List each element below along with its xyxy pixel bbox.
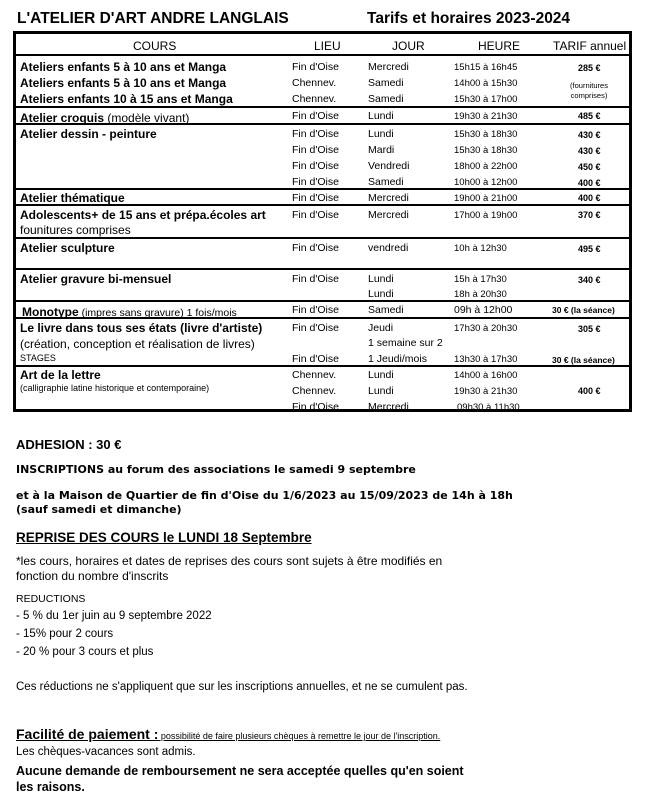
cours-label: Monotype (impres sans gravure) 1 fois/mois — [22, 304, 237, 319]
heure-value: 09h30 à 11h30 — [457, 401, 520, 413]
page-title: L'ATELIER D'ART ANDRE LANGLAIS — [17, 10, 289, 27]
reduction-item: - 20 % pour 3 cours et plus — [16, 646, 154, 658]
tarif-value: 340 € — [578, 274, 601, 285]
tarif-value: 370 € — [578, 209, 601, 220]
cours-sub: (création, conception et réalisation de livres) — [20, 336, 255, 351]
tarif-value: 285 € — [578, 62, 601, 73]
lieu-value: Chennev. — [292, 76, 337, 89]
heure-value: 15h30 à 18h30 — [454, 128, 518, 140]
inscriptions-text: INSCRIPTIONS au forum des associations le samedi 9 septembre — [16, 463, 416, 476]
schedule-table — [13, 31, 632, 412]
heure-value: 09h à 12h00 — [454, 303, 513, 316]
reduction-note: Ces réductions ne s'appliquent que sur les inscriptions annuelles, et ne se cumulent pas. — [16, 681, 468, 693]
jour-value: Samedi — [368, 76, 404, 89]
lieu-value: Fin d'Oise — [292, 241, 339, 254]
jour-value: Mercredi — [368, 191, 409, 204]
lieu-value: Chennev. — [292, 92, 337, 105]
jour-value: Lundi — [368, 287, 394, 300]
jour-value: Samedi — [368, 92, 404, 105]
lieu-value: Fin d'Oise — [292, 159, 339, 172]
jour-value: Lundi — [368, 384, 394, 397]
jour-value: Mercredi — [368, 208, 409, 221]
jour-value: 1 Jeudi/mois — [368, 352, 427, 365]
section-croquis — [16, 108, 629, 125]
page-subtitle: Tarifs et horaires 2023-2024 — [367, 10, 571, 27]
jour-value: Samedi — [368, 175, 404, 188]
cours-sub: STAGES — [20, 352, 56, 363]
tarif-value: 430 € — [578, 145, 601, 156]
section-ados — [16, 206, 629, 239]
inscriptions-text: (sauf samedi et dimanche) — [16, 503, 182, 516]
heure-value: 15h30 à 17h00 — [454, 93, 518, 105]
reduction-item: - 5 % du 1er juin au 9 septembre 2022 — [16, 610, 212, 622]
jour-value: Jeudi — [368, 321, 394, 334]
section-sculpture — [16, 239, 629, 270]
jour-value: Mardi — [368, 143, 395, 156]
tarif-note: (fournitures — [570, 80, 608, 90]
note-text: fonction du nombre d'inscrits — [16, 569, 169, 583]
section-lettre — [16, 367, 629, 412]
heure-value: 14h00 à 16h00 — [454, 369, 518, 381]
tarif-value: 30 € (la séance) — [552, 354, 615, 365]
jour-value: Mercredi — [368, 60, 409, 73]
cours-label: Adolescents+ de 15 ans et prépa.écoles art — [20, 207, 266, 222]
lieu-value: Fin d'Oise — [292, 321, 339, 334]
cours-sub: founitures comprises — [20, 222, 131, 237]
lieu-value: Fin d'Oise — [292, 175, 339, 188]
heure-value: 15h15 à 16h45 — [454, 61, 518, 73]
cours-label: Art de la lettre — [20, 367, 101, 382]
cours-label: Atelier sculpture — [20, 240, 115, 255]
lieu-value: Fin d'Oise — [292, 109, 339, 122]
cours-label: Le livre dans tous ses états (livre d'artiste) — [20, 320, 263, 335]
section-enfants — [16, 57, 629, 108]
heure-value: 18h00 à 22h00 — [454, 160, 518, 172]
section-dessin — [16, 125, 629, 190]
lieu-value: Fin d'Oise — [292, 272, 339, 285]
lieu-value: Fin d'Oise — [292, 352, 339, 365]
heure-value: 13h30 à 17h30 — [454, 353, 518, 365]
tarif-value: 400 € — [578, 385, 601, 396]
cours-label: Atelier gravure bi-mensuel — [20, 271, 172, 286]
header-tarif: TARIF annuel — [553, 39, 627, 53]
tarif-note: comprises) — [570, 90, 608, 100]
refund-text: les raisons. — [16, 780, 85, 794]
lieu-value: Chennev. — [292, 384, 337, 397]
jour-value: vendredi — [368, 241, 409, 254]
lieu-value: Fin d'Oise — [292, 143, 339, 156]
jour-value: Lundi — [368, 368, 394, 381]
header-heure: HEURE — [478, 39, 521, 53]
table-header — [16, 34, 629, 56]
inscriptions-text: et à la Maison de Quartier de fin d'Oise du 1/6/2023 au 15/09/2023 de 14h à 18h — [16, 489, 513, 502]
heure-value: 15h à 17h30 — [454, 273, 507, 285]
tarif-value: 495 € — [578, 243, 601, 254]
header-lieu: LIEU — [314, 39, 341, 53]
cheques-text: Les chèques-vacances sont admis. — [16, 746, 196, 758]
lieu-value: Fin d'Oise — [292, 208, 339, 221]
heure-value: 18h à 20h30 — [454, 288, 507, 300]
jour-value: Mercredi — [368, 400, 409, 413]
cours-label: Ateliers enfants 5 à 10 ans et Manga — [20, 59, 227, 74]
heure-value: 10h00 à 12h00 — [454, 176, 518, 188]
reprise-text: REPRISE DES COURS le LUNDI 18 Septembre — [16, 530, 312, 545]
note-text: *les cours, horaires et dates de reprises des cours sont sujets à être modifiés en — [16, 554, 443, 568]
jour-value: Vendredi — [368, 159, 410, 172]
section-monotype — [16, 302, 629, 319]
payment-title: Facilité de paiement : possibilité de faire plusieurs chèques à remettre le jour de l'inscription. — [16, 726, 441, 742]
lieu-value: Fin d'Oise — [292, 191, 339, 204]
section-thematique — [16, 190, 629, 206]
section-gravure — [16, 270, 629, 302]
heure-value: 14h00 à 15h30 — [454, 77, 518, 89]
reductions-title: REDUCTIONS — [16, 593, 86, 605]
jour-value: Lundi — [368, 109, 394, 122]
cours-sub: (calligraphie latine historique et contemporaine) — [20, 382, 210, 393]
jour-value: Lundi — [368, 127, 394, 140]
heure-value: 19h30 à 21h30 — [454, 385, 518, 397]
cours-label: Atelier croquis (modèle vivant) — [20, 110, 190, 125]
cours-label: Ateliers enfants 10 à 15 ans et Manga — [20, 91, 233, 106]
lieu-value: Chennev. — [292, 368, 337, 381]
tarif-value: 450 € — [578, 161, 601, 172]
heure-value: 15h30 à 18h30 — [454, 144, 518, 156]
heure-value: 19h00 à 21h00 — [454, 192, 518, 204]
cours-label: Ateliers enfants 5 à 10 ans et Manga — [20, 75, 227, 90]
lieu-value: Fin d'Oise — [292, 400, 339, 413]
jour-value: Samedi — [368, 303, 404, 316]
lieu-value: Fin d'Oise — [292, 60, 339, 73]
heure-value: 17h00 à 19h00 — [454, 209, 518, 221]
header-jour: JOUR — [392, 39, 425, 53]
heure-value: 17h30 à 20h30 — [454, 322, 518, 334]
tarif-value: 30 € (la séance) — [552, 304, 615, 315]
lieu-value: Fin d'Oise — [292, 127, 339, 140]
tarif-value: 485 € — [578, 110, 601, 121]
refund-text: Aucune demande de remboursement ne sera acceptée quelles qu'en soient — [16, 764, 464, 778]
lieu-value: Fin d'Oise — [292, 303, 339, 316]
tarif-value: 305 € — [578, 323, 601, 334]
tarif-value: 400 € — [578, 177, 601, 188]
tarif-value: 400 € — [578, 192, 601, 203]
reduction-item: - 15% pour 2 cours — [16, 628, 114, 640]
section-livre — [16, 319, 629, 367]
jour-value: 1 semaine sur 2 — [368, 336, 443, 349]
heure-value: 19h30 à 21h30 — [454, 110, 518, 122]
cours-label: Atelier thématique — [20, 190, 125, 205]
jour-value: Lundi — [368, 272, 394, 285]
heure-value: 10h à 12h30 — [454, 242, 507, 254]
adhesion-text: ADHESION : 30 € — [16, 437, 122, 452]
cours-label: Atelier dessin - peinture — [20, 126, 157, 141]
tarif-value: 430 € — [578, 129, 601, 140]
header-cours: COURS — [133, 39, 177, 53]
